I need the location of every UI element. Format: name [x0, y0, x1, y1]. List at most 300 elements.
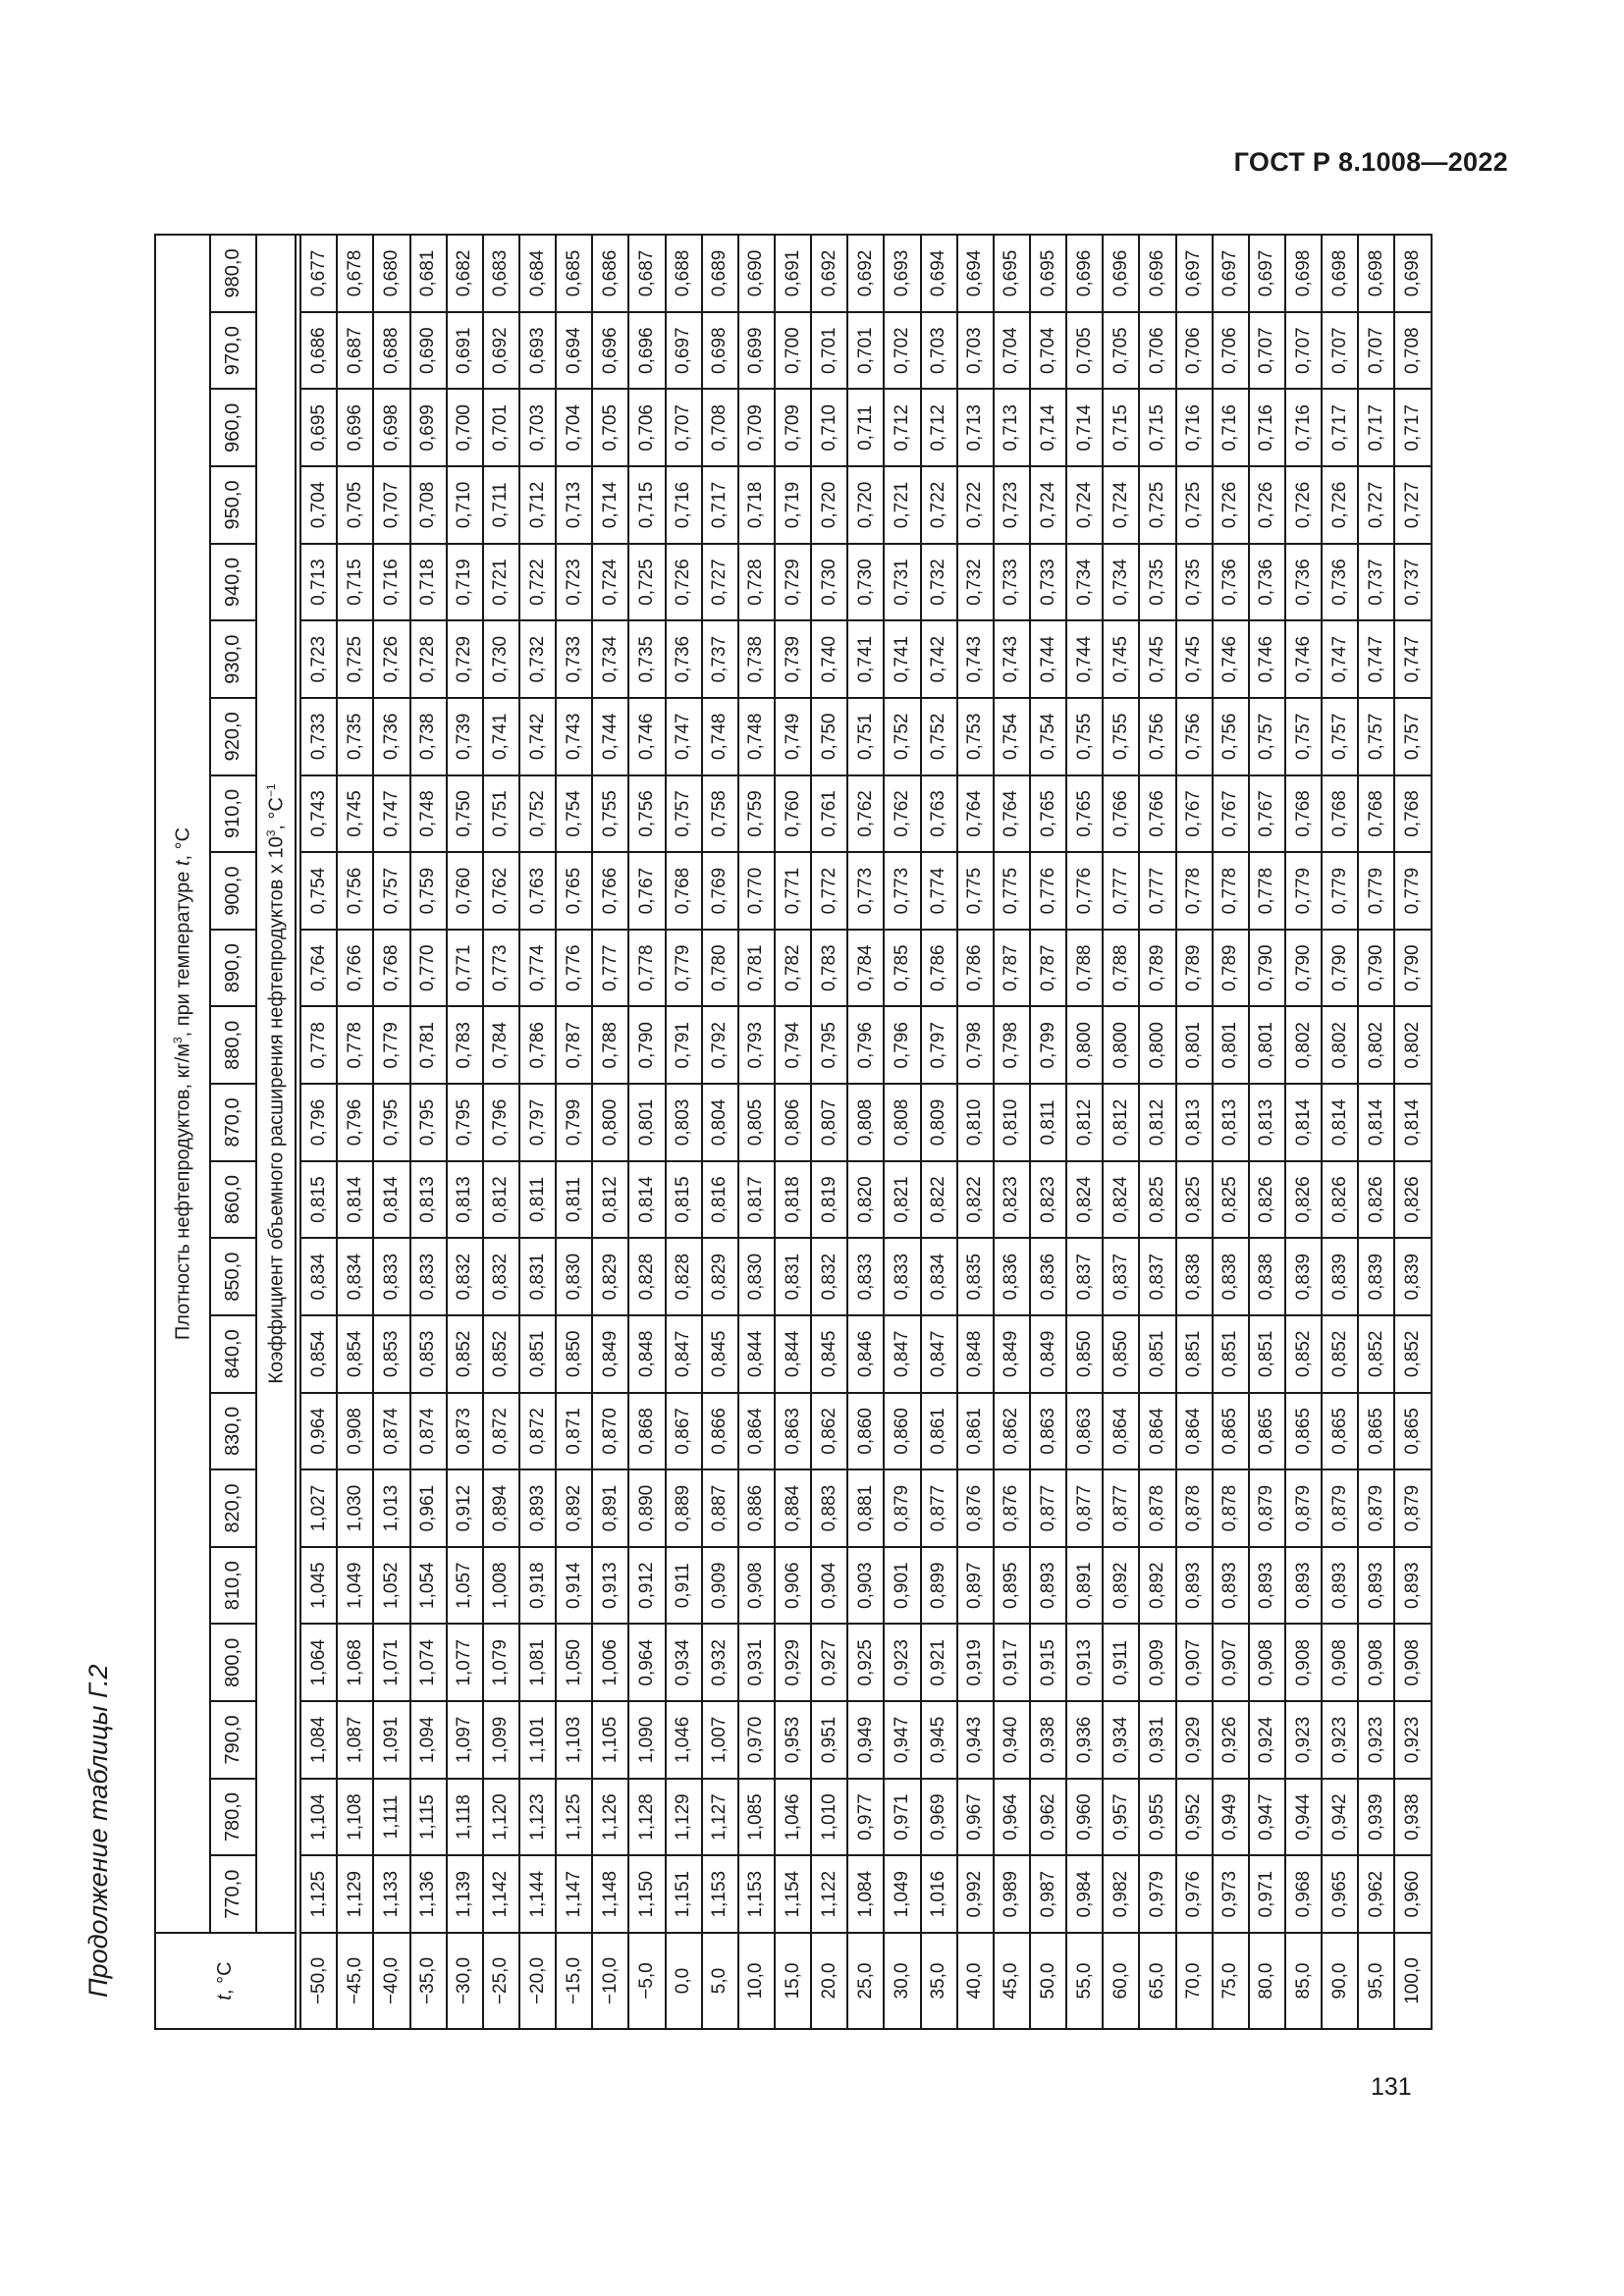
coefficient-cell: 0,913 [1066, 1625, 1103, 1702]
coefficient-cell: 0,825 [1213, 1161, 1249, 1239]
coefficient-cell: 0,699 [410, 390, 447, 467]
coefficient-cell: 0,724 [592, 544, 628, 621]
coefficient-cell: 0,938 [1030, 1701, 1066, 1779]
density-column-header: 950,0 [210, 466, 256, 544]
coefficient-cell: 0,686 [300, 312, 337, 390]
coefficient-cell: 0,786 [519, 1007, 556, 1085]
coefficient-cell: 0,913 [592, 1547, 628, 1625]
coefficient-cell: 0,698 [1394, 235, 1432, 312]
coefficient-cell: 0,737 [1394, 544, 1432, 621]
coefficient-cell: 0,746 [1249, 620, 1285, 698]
coefficient-cell: 0,705 [1066, 312, 1103, 390]
coefficient-cell: 0,784 [847, 930, 884, 1007]
coefficient-cell: 0,715 [628, 466, 665, 544]
coefficient-cell: 0,733 [994, 544, 1030, 621]
coefficient-cell: 0,797 [519, 1084, 556, 1161]
table-row [847, 235, 884, 2029]
coefficient-cell: 0,903 [847, 1547, 884, 1625]
coefficient-cell: 0,706 [628, 390, 665, 467]
coefficient-cell: 0,821 [884, 1161, 920, 1239]
temperature-cell: 20,0 [811, 1933, 847, 2029]
coefficient-cell: 0,960 [1394, 1855, 1432, 1933]
coefficient-cell: 0,696 [1066, 235, 1103, 312]
coefficient-cell: 0,850 [556, 1315, 592, 1393]
coefficient-cell: 0,770 [410, 930, 447, 1007]
coefficient-cell: 0,706 [1176, 312, 1213, 390]
coefficient-cell: 0,801 [1249, 1007, 1285, 1085]
temperature-cell: 75,0 [1213, 1933, 1249, 2029]
temperature-cell: −35,0 [410, 1933, 447, 2029]
page-number: 131 [1371, 2073, 1412, 2101]
coefficient-cell: 0,865 [1249, 1393, 1285, 1470]
coefficient-cell: 0,761 [811, 775, 847, 853]
coefficient-cell: 0,800 [1103, 1007, 1139, 1085]
density-column-header: 810,0 [210, 1547, 256, 1625]
coefficient-cell: 1,052 [373, 1547, 409, 1625]
coefficient-cell: 0,796 [300, 1084, 337, 1161]
coefficient-cell: 0,921 [921, 1625, 957, 1702]
coefficient-cell: 0,831 [519, 1238, 556, 1315]
coefficient-cell: 0,698 [1285, 235, 1322, 312]
temperature-cell: 90,0 [1322, 1933, 1358, 2029]
coefficient-cell: 0,824 [1103, 1161, 1139, 1239]
coefficient-cell: 0,788 [1066, 930, 1103, 1007]
coefficient-cell: 0,723 [994, 466, 1030, 544]
coefficient-cell: 0,686 [592, 235, 628, 312]
coefficient-cell: 1,094 [410, 1701, 447, 1779]
coefficient-cell: 0,852 [1358, 1315, 1394, 1393]
density-column-header: 830,0 [210, 1393, 256, 1470]
coefficient-cell: 0,833 [884, 1238, 920, 1315]
table-row [592, 235, 628, 2029]
coefficient-cell: 0,871 [556, 1393, 592, 1470]
coefficient-cell: 0,822 [921, 1161, 957, 1239]
temperature-cell: −30,0 [447, 1933, 483, 2029]
coefficient-cell: 0,877 [1103, 1469, 1139, 1547]
temperature-column-header: t, °C [155, 1933, 296, 2029]
temperature-cell: 85,0 [1285, 1933, 1322, 2029]
coefficient-cell: 0,826 [1285, 1161, 1322, 1239]
coefficient-cell: 0,929 [1176, 1701, 1213, 1779]
coefficient-cell: 0,732 [921, 544, 957, 621]
coefficient-cell: 0,938 [1394, 1779, 1432, 1856]
table-row [811, 235, 847, 2029]
coefficient-cell: 0,834 [300, 1238, 337, 1315]
coefficient-cell: 0,805 [738, 1084, 775, 1161]
coefficient-cell: 0,810 [957, 1084, 994, 1161]
coefficient-cell: 0,710 [811, 390, 847, 467]
coefficient-cell: 0,721 [884, 466, 920, 544]
table-row [1249, 235, 1285, 2029]
coefficient-cell: 0,814 [1394, 1084, 1432, 1161]
coefficient-cell: 0,874 [410, 1393, 447, 1470]
coefficient-cell: 1,144 [519, 1855, 556, 1933]
coefficient-cell: 0,717 [1322, 390, 1358, 467]
temperature-cell: 30,0 [884, 1933, 920, 2029]
coefficient-cell: 0,708 [410, 466, 447, 544]
coefficient-cell: 0,801 [1213, 1007, 1249, 1085]
coefficient-cell: 0,893 [1285, 1547, 1322, 1625]
coefficient-cell: 0,748 [738, 698, 775, 775]
coefficient-cell: 1,049 [884, 1855, 920, 1933]
coefficient-cell: 0,766 [592, 852, 628, 930]
coefficient-cell: 0,742 [519, 698, 556, 775]
coefficient-cell: 0,767 [1176, 775, 1213, 853]
coefficient-cell: 0,783 [811, 930, 847, 1007]
coefficient-cell: 0,777 [592, 930, 628, 1007]
coefficient-cell: 0,747 [666, 698, 702, 775]
coefficient-cell: 0,754 [994, 698, 1030, 775]
table-row [738, 235, 775, 2029]
coefficient-cell: 0,731 [884, 544, 920, 621]
coefficient-cell: 0,766 [337, 930, 373, 1007]
coefficient-cell: 0,692 [483, 312, 519, 390]
coefficient-cell: 0,776 [1030, 852, 1066, 930]
coefficient-cell: 1,118 [447, 1779, 483, 1856]
table-row [1394, 235, 1432, 2029]
coefficient-cell: 1,103 [556, 1701, 592, 1779]
coefficient-cell: 0,813 [1249, 1084, 1285, 1161]
coefficient-cell: 1,101 [519, 1701, 556, 1779]
coefficient-cell: 0,878 [1176, 1469, 1213, 1547]
coefficient-cell: 0,722 [921, 466, 957, 544]
coefficient-cell: 0,694 [957, 235, 994, 312]
coefficient-cell: 0,775 [957, 852, 994, 930]
coefficient-cell: 0,989 [994, 1855, 1030, 1933]
coefficient-cell: 0,772 [811, 852, 847, 930]
coefficient-cell: 0,743 [556, 698, 592, 775]
coefficient-cell: 0,701 [483, 390, 519, 467]
coefficient-cell: 1,128 [628, 1779, 665, 1856]
coefficient-cell: 0,691 [447, 312, 483, 390]
coefficient-cell: 0,790 [628, 1007, 665, 1085]
coefficient-cell: 0,893 [1030, 1547, 1066, 1625]
coefficient-cell: 0,782 [775, 930, 811, 1007]
table-row [994, 235, 1030, 2029]
coefficient-cell: 0,853 [410, 1315, 447, 1393]
temperature-cell: 10,0 [738, 1933, 775, 2029]
coefficient-cell: 1,010 [811, 1779, 847, 1856]
coefficient-cell: 0,696 [592, 312, 628, 390]
coefficient-cell: 0,756 [337, 852, 373, 930]
coefficient-cell: 1,108 [337, 1779, 373, 1856]
coefficient-cell: 1,120 [483, 1779, 519, 1856]
coefficient-cell: 0,765 [556, 852, 592, 930]
table-row [483, 235, 519, 2029]
coefficient-cell: 0,735 [1176, 544, 1213, 621]
coefficient-cell: 0,783 [447, 1007, 483, 1085]
coefficient-cell: 0,767 [1213, 775, 1249, 853]
coefficient-cell: 0,766 [1139, 775, 1175, 853]
coefficient-cell: 0,773 [884, 852, 920, 930]
table-row [1358, 235, 1394, 2029]
table-row [556, 235, 592, 2029]
coefficient-cell: 0,851 [1213, 1315, 1249, 1393]
coefficient-cell: 0,811 [1030, 1084, 1066, 1161]
temperature-cell: −25,0 [483, 1933, 519, 2029]
coefficient-cell: 0,730 [483, 620, 519, 698]
coefficient-cell: 1,090 [628, 1701, 665, 1779]
coefficient-cell: 0,779 [1394, 852, 1432, 930]
coefficient-cell: 0,735 [337, 698, 373, 775]
coefficient-cell: 0,853 [373, 1315, 409, 1393]
coefficient-cell: 0,852 [1394, 1315, 1432, 1393]
coefficient-cell: 0,764 [957, 775, 994, 853]
coefficient-cell: 0,734 [1066, 544, 1103, 621]
coefficient-cell: 0,716 [666, 466, 702, 544]
coefficient-cell: 0,815 [666, 1161, 702, 1239]
coefficient-cell: 0,715 [1103, 390, 1139, 467]
coefficient-cell: 0,759 [738, 775, 775, 853]
coefficient-cell: 0,774 [519, 930, 556, 1007]
temperature-cell: 80,0 [1249, 1933, 1285, 2029]
coefficient-cell: 0,909 [702, 1547, 738, 1625]
coefficient-cell: 0,879 [1249, 1469, 1285, 1547]
coefficient-cell: 0,709 [775, 390, 811, 467]
coefficient-cell: 0,832 [483, 1238, 519, 1315]
density-column-header: 980,0 [210, 235, 256, 312]
coefficient-cell: 0,907 [1213, 1625, 1249, 1702]
coefficient-cell: 0,705 [337, 466, 373, 544]
coefficient-cell: 0,862 [811, 1393, 847, 1470]
coefficient-cell: 0,962 [1030, 1779, 1066, 1856]
coefficient-cell: 0,775 [994, 852, 1030, 930]
coefficient-cell: 0,696 [1103, 235, 1139, 312]
coefficient-cell: 0,813 [1213, 1084, 1249, 1161]
coefficient-cell: 0,695 [1030, 235, 1066, 312]
temperature-cell: −40,0 [373, 1933, 409, 2029]
coefficient-cell: 0,690 [738, 235, 775, 312]
coefficient-cell: 0,852 [1285, 1315, 1322, 1393]
coefficient-cell: 0,762 [884, 775, 920, 853]
coefficient-cell: 0,713 [300, 544, 337, 621]
coefficient-cell: 0,964 [300, 1393, 337, 1470]
coefficient-cell: 0,716 [1176, 390, 1213, 467]
coefficient-cell: 0,736 [1213, 544, 1249, 621]
coefficient-cell: 0,778 [1249, 852, 1285, 930]
coefficient-cell: 0,778 [300, 1007, 337, 1085]
coefficient-cell: 1,125 [556, 1779, 592, 1856]
coefficient-cell: 0,786 [957, 930, 994, 1007]
coefficient-cell: 1,105 [592, 1701, 628, 1779]
coefficient-cell: 0,747 [373, 775, 409, 853]
coefficient-cell: 0,719 [775, 466, 811, 544]
coefficient-cell: 0,830 [556, 1238, 592, 1315]
coefficient-cell: 0,879 [1322, 1469, 1358, 1547]
coefficient-cell: 0,774 [921, 852, 957, 930]
coefficient-cell: 0,973 [1213, 1855, 1249, 1933]
coefficient-cell: 0,712 [519, 466, 556, 544]
coefficient-cell: 0,873 [447, 1393, 483, 1470]
coefficient-cell: 0,847 [921, 1315, 957, 1393]
coefficient-cell: 1,150 [628, 1855, 665, 1933]
coefficient-cell: 0,835 [957, 1238, 994, 1315]
coefficient-cell: 0,752 [884, 698, 920, 775]
coefficient-cell: 0,760 [447, 852, 483, 930]
coefficient-cell: 0,812 [1139, 1084, 1175, 1161]
coefficient-cell: 0,713 [994, 390, 1030, 467]
coefficient-cell: 0,695 [994, 235, 1030, 312]
coefficient-cell: 0,861 [921, 1393, 957, 1470]
density-column-header: 840,0 [210, 1315, 256, 1393]
coefficient-cell: 0,893 [519, 1469, 556, 1547]
coefficient-cell: 0,803 [666, 1084, 702, 1161]
coefficient-cell: 0,949 [1213, 1779, 1249, 1856]
coefficient-cell: 0,751 [847, 698, 884, 775]
coefficient-cell: 0,926 [1213, 1701, 1249, 1779]
coefficient-cell: 0,757 [1285, 698, 1322, 775]
coefficient-cell: 0,677 [300, 235, 337, 312]
coefficient-cell: 0,744 [1066, 620, 1103, 698]
coefficient-cell: 0,884 [775, 1469, 811, 1547]
coefficient-cell: 0,800 [1066, 1007, 1103, 1085]
coefficient-cell: 0,864 [1176, 1393, 1213, 1470]
coefficient-cell: 0,754 [1030, 698, 1066, 775]
coefficient-cell: 0,688 [373, 312, 409, 390]
coefficient-cell: 0,927 [811, 1625, 847, 1702]
coefficient-cell: 0,849 [994, 1315, 1030, 1393]
coefficient-cell: 1,077 [447, 1625, 483, 1702]
coefficient-cell: 0,908 [1322, 1625, 1358, 1702]
coefficient-cell: 0,792 [702, 1007, 738, 1085]
table-row [1103, 235, 1139, 2029]
coefficient-cell: 0,877 [921, 1469, 957, 1547]
expansion-coefficient-table-wrapper [154, 234, 1433, 2030]
density-column-header: 890,0 [210, 930, 256, 1007]
coefficient-cell: 0,826 [1358, 1161, 1394, 1239]
coefficient-cell: 0,929 [775, 1625, 811, 1702]
coefficient-cell: 0,814 [1358, 1084, 1394, 1161]
coefficient-cell: 0,908 [337, 1393, 373, 1470]
coefficient-cell: 0,726 [1249, 466, 1285, 544]
expansion-coefficient-table [154, 234, 1433, 2030]
coefficient-cell: 0,968 [1285, 1855, 1322, 1933]
coefficient-cell: 0,716 [1249, 390, 1285, 467]
coefficient-cell: 0,969 [921, 1779, 957, 1856]
table-row [702, 235, 738, 2029]
coefficient-cell: 1,099 [483, 1701, 519, 1779]
table-row [1030, 235, 1066, 2029]
coefficient-cell: 0,768 [1322, 775, 1358, 853]
coefficient-cell: 0,788 [1103, 930, 1139, 1007]
coefficient-cell: 0,770 [738, 852, 775, 930]
coefficient-cell: 0,800 [592, 1084, 628, 1161]
coefficient-cell: 0,699 [738, 312, 775, 390]
coefficient-cell: 0,701 [847, 312, 884, 390]
coefficient-cell: 0,904 [811, 1547, 847, 1625]
coefficient-cell: 0,839 [1358, 1238, 1394, 1315]
coefficient-cell: 0,934 [666, 1625, 702, 1702]
coefficient-cell: 0,735 [1139, 544, 1175, 621]
coefficient-cell: 0,778 [1176, 852, 1213, 930]
coefficient-cell: 0,892 [1139, 1547, 1175, 1625]
coefficient-cell: 0,808 [847, 1084, 884, 1161]
coefficient-cell: 0,943 [957, 1701, 994, 1779]
coefficient-cell: 0,768 [1358, 775, 1394, 853]
coefficient-cell: 0,868 [628, 1393, 665, 1470]
coefficient-cell: 0,757 [666, 775, 702, 853]
coefficient-cell: 0,697 [1176, 235, 1213, 312]
coefficient-cell: 0,878 [1213, 1469, 1249, 1547]
coefficient-cell: 0,764 [300, 930, 337, 1007]
coefficient-cell: 0,962 [1358, 1855, 1394, 1933]
coefficient-cell: 0,738 [410, 698, 447, 775]
temperature-cell: 50,0 [1030, 1933, 1066, 2029]
coefficient-cell: 0,837 [1066, 1238, 1103, 1315]
table-row [775, 235, 811, 2029]
coefficient-cell: 0,685 [556, 235, 592, 312]
coefficient-cell: 0,812 [1066, 1084, 1103, 1161]
coefficient-cell: 0,923 [1358, 1701, 1394, 1779]
coefficient-cell: 0,696 [628, 312, 665, 390]
coefficient-cell: 0,909 [1139, 1625, 1175, 1702]
coefficient-cell: 0,800 [1139, 1007, 1175, 1085]
temperature-cell: 15,0 [775, 1933, 811, 2029]
coefficient-cell: 1,084 [847, 1855, 884, 1933]
coefficient-cell: 0,838 [1249, 1238, 1285, 1315]
coefficient-cell: 0,822 [957, 1161, 994, 1239]
table-row [1066, 235, 1103, 2029]
table-row [519, 235, 556, 2029]
coefficient-cell: 0,817 [738, 1161, 775, 1239]
coefficient-cell: 0,756 [628, 775, 665, 853]
coefficient-cell: 0,768 [1285, 775, 1322, 853]
coefficient-cell: 0,802 [1322, 1007, 1358, 1085]
coefficient-cell: 0,923 [1394, 1701, 1432, 1779]
coefficient-cell: 0,876 [994, 1469, 1030, 1547]
coefficient-cell: 0,814 [373, 1161, 409, 1239]
coefficient-cell: 0,865 [1213, 1393, 1249, 1470]
coefficient-cell: 0,739 [775, 620, 811, 698]
temperature-cell: 45,0 [994, 1933, 1030, 2029]
temperature-cell: 60,0 [1103, 1933, 1139, 2029]
coefficient-cell: 0,698 [373, 390, 409, 467]
coefficient-cell: 0,727 [1394, 466, 1432, 544]
coefficient-cell: 0,745 [1176, 620, 1213, 698]
coefficient-cell: 0,879 [1285, 1469, 1322, 1547]
coefficient-cell: 0,779 [1285, 852, 1322, 930]
coefficient-cell: 0,893 [1249, 1547, 1285, 1625]
coefficient-cell: 0,688 [666, 235, 702, 312]
coefficient-cell: 0,825 [1139, 1161, 1175, 1239]
coefficient-cell: 0,717 [702, 466, 738, 544]
coefficient-cell: 0,716 [373, 544, 409, 621]
coefficient-cell: 0,780 [702, 930, 738, 1007]
coefficient-cell: 0,838 [1176, 1238, 1213, 1315]
coefficient-group-header: Коэффициент объемного расширения нефтепродуктов x $10^3$, $^\circ C^{-1}$ [256, 235, 296, 1933]
coefficient-cell: 0,745 [1103, 620, 1139, 698]
coefficient-cell: 1,068 [337, 1625, 373, 1702]
density-column-header: 930,0 [210, 620, 256, 698]
coefficient-cell: 0,762 [483, 852, 519, 930]
density-column-header: 920,0 [210, 698, 256, 775]
temperature-cell: 25,0 [847, 1933, 884, 2029]
coefficient-cell: 0,719 [447, 544, 483, 621]
coefficient-cell: 0,776 [1066, 852, 1103, 930]
coefficient-cell: 0,704 [1030, 312, 1066, 390]
coefficient-cell: 0,696 [1139, 235, 1175, 312]
temperature-cell: −5,0 [628, 1933, 665, 2029]
coefficient-cell: 0,992 [957, 1855, 994, 1933]
temperature-cell: 35,0 [921, 1933, 957, 2029]
table-row [884, 235, 920, 2029]
coefficient-cell: 0,847 [884, 1315, 920, 1393]
coefficient-cell: 0,846 [847, 1315, 884, 1393]
coefficient-cell: 0,790 [1394, 930, 1432, 1007]
coefficient-cell: 0,759 [410, 852, 447, 930]
coefficient-cell: 0,741 [884, 620, 920, 698]
coefficient-cell: 0,689 [702, 235, 738, 312]
